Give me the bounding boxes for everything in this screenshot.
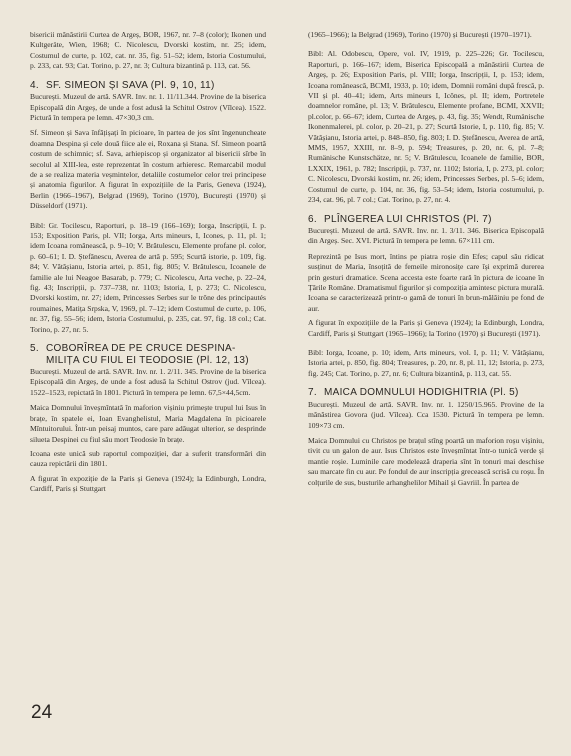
catalog-entry-6 xyxy=(308,214,544,380)
continued-bibliography: bisericii mănăstirii Curtea de Argeș, BOR, 1967, nr. 7–8 (color); Ikonen und Kultgeräte, Wien, 1968; C. Nicolescu, Dvorski kostim, nr. 25; idem, Costumul de curte, p. 102, cat. nr. 35, fig. 51–52; idem, Istoria Costumului, p. 233, cat. 93; Cat. Torino, p. 27, nr. 3; Cultura bizantină p. 113, cat. 56. xyxy=(30,30,266,71)
entry-title xyxy=(30,343,266,366)
entry-description: Maica Domnului înveșmîntată în maforion vișiniu primește trupul lui Isus în brațe, în spatele ei, Ioan Evanghelistul, Maria Magdalena în picioarele Mîntuitorului. Într-un peisaj muntos, care pare adăugat ulterior, se desprinde silueta Despinei cu fiul său mort Teodosie în brațe. xyxy=(30,403,266,444)
catalog-entry-4 xyxy=(30,80,266,335)
entry-number: 6. xyxy=(308,213,317,225)
entry-number: 5. xyxy=(30,343,39,355)
entry-number: 4. xyxy=(30,79,39,91)
entry-title-text: PLÎNGEREA LUI CHRISTOS (Pl. 7) xyxy=(324,213,492,225)
entry-description: Reprezintă pe Isus mort, întins pe piatra roșie din Efes; capul său ridicat susținut de Maria, însoțită de femeile mironosițe care își exprimă durerea prin gesturi dramatice. Scena accesta este foarte rară în pictura de icoane în Țările Române. Dramatismul figurilor și compoziția amintesc pictura murală. Icoana se caracterizează printr-o gamă de tonuri în brun-mălăiniu pe fond de aur. xyxy=(308,251,544,313)
continued-exhibitions: (1965–1966); la Belgrad (1969), Torino (1970) și București (1970–1971). xyxy=(308,30,532,39)
entry-title xyxy=(308,387,544,399)
entry-provenance: București. Muzeul de artă. SAVR. Inv. nr. 1. 2/11. 345. Provine de la biserica Episcopală din Argeș, de unde a fost adusă la Schitul Ostrov (jud. Vîlcea). 1522–1523, repictată în 1801. Pictură în tempera pe lemn. 67,5×44,5cm. xyxy=(30,367,266,397)
page-number: 24 xyxy=(31,702,53,723)
entry-description: Maica Domnului cu Christos pe brațul stîng poartă un maforion roșu vișiniu, tivit cu un galon de aur. Isus Christos este înveșmîntat într-o tunică verde și mantie roșie. Luminile care modelează draperia sînt în tonuri mai deschise sau marcate fin cu aur. Pe fondul de aur inscripția grecească scrisă cu roșu. În colțurile de sus, busturile arhanghelilor Mihail și Gavriil. În partea de xyxy=(308,436,544,487)
entry-title-text: SF. SIMEON ȘI SAVA (Pl. 9, 10, 11) xyxy=(46,79,215,91)
entry-exhibitions: A figurat în expozițiile de la Paris și Geneva (1924); la Edinburgh, Londra, Cardiff, Paris și Stuttgart (1965–1966); la Torino (1970) și București (1971). xyxy=(308,318,544,338)
left-column xyxy=(30,30,266,499)
entry-number: 7. xyxy=(308,387,317,399)
catalog-entry-5 xyxy=(30,343,266,494)
entry-title xyxy=(308,214,544,226)
entry-bibliography: Bibl: Iorga, Icoane, p. 10; idem, Arts mineurs, vol. I, p. 11; V. Vătășianu, Istoria artei, p. 850, fig. 804; Treasures, p. 20, nr. 8, pl. 11, 12; Istoria, p. 273, fig. 245; Cat. Torino, p. 27, nr. 6; Cultura bizantină, p. 113, cat. 55. xyxy=(308,348,544,378)
entry-description: Sf. Simeon și Sava înfățișați în picioare, în partea de jos sînt îngenuncheate doamna Despina și cele două fiice ale ei, Roxana și Stana. Sf. Simeon poartă costum de schimnic; sf. Sava, arhiepiscop și organizator al bisericii sîrbe în secolul al XIII-lea, este reprezentat în costum arhieresc. Remarcabil modul de a se realiza materia veșmintelor, detaliile costumelor celor trei principese și anatomia figurilor. A figurat în expozițiile de la Paris, Geneva (1924), Berlin (1966–1967), Belgrad (1969), Torino (1970), București (1970) și Düsseldorf (1971). xyxy=(30,128,266,211)
entry-title xyxy=(30,80,266,92)
catalog-entry-7 xyxy=(308,387,544,488)
entry-provenance: București. Muzeul de artă. SAVR. Inv. nr. 1. 3/11. 346. Biserica Episcopală din Argeș. Sec. XVI. Pictură în tempera pe lemn. 67×111 cm. xyxy=(308,226,544,246)
entry-title-text: MAICA DOMNULUI HODIGHITRIA (Pl. 5) xyxy=(324,387,519,399)
entry-provenance: București. Muzeul de artă. SAVR. Inv. nr. 1. 11/11.344. Provine de la biserica Episcopală din Argeș, de unde a fost adusă la Schitul Ostrov (Vîlcea). 1522. Pictură în tempera pe lemn. 47×30,3 cm. xyxy=(30,92,266,122)
entry-provenance: București. Muzeul de artă. SAVR. Inv. nr. 1. 1250/15.965. Provine de la mănăstirea Govora (jud. Vîlcea). Cca 1530. Pictură în tempera pe lemn. 109×73 cm. xyxy=(308,399,544,430)
entry-bibliography: Bibl: Gr. Tocilescu, Raporturi, p. 18–19 (166–169); Iorga, Inscripții, I. p. 153; Exposition Paris, pl. VII; Iorga, Arts mineurs, I, Icones, p. 11, pl. 1; idem Icoana românească, p. 9–10; V. Brătulescu, Elemente profane pl. color, p. 60–61; I. D. Ștefănescu, Averea de artă p. 595; Scurtă istorie, p. 109, fig. 84; V. Vătășianu, Istoria artei, p. 851, fig. 805; V. Brătulescu, Icoanele de familie ale lui Neagoe Basarab, p. 779; C. Nicolescu, Arta veche, p. 22–24, fig. 43; Inscripții, p. 737–738, nr. 1103; Istoria, I, p. 273; C. Nicolescu, Dvorski kostim, nr. 27; idem, Princesses Serbes sur le trône des principautés roumaines, Matița Srpska, V, 1969, pl. 7–12; idem Costumul de curte, p. 106, nr. 37, fig. 55–56; idem, Istoria Costumului, p. 235, cat. 97, fig. 18 col.; Cat. Torino, p. 27, nr. 5. xyxy=(30,220,266,334)
entry-description: Icoana este unică sub raportul compoziției, dar a suferit transformări din cauza repictării din 1801. xyxy=(30,448,266,469)
entry-title-text: COBORÎREA DE PE CRUCE DESPINA-MILIȚA CU FIUL EI TEODOSIE (Pl. 12, 13) xyxy=(46,343,249,366)
entry-bibliography: Bibl: Al. Odobescu, Opere, vol. IV, 1919, p. 225–226; Gr. Tocilescu, Raporturi, p. 166–167; idem, Biserica Episcopală a mănăstirii Curtea de Argeș, p. 26; Exposition Paris, pl. VIII; Iorga, Inscripții, I, p. 153; idem, Icoana românească, BCMI, 1933, p. 10; idem, Domnii români după frescă, p. VII și pl. 40–41; idem, Arts mineurs I, Icônes, pl. II; idem, Portretele doamnelor române, pl. 13; V. Brătulescu, Elemente profane, BCMI, XXVII; pl.color, p. 66–67; idem, Curtea de Argeș, p. 43, fig. 35; Wendt, Rumänische Ikonenmalerei, pl. color, p. 20–21, p. 27; Scurtă Istorie, I, p. 110, fig. 85; V. Vătășianu, Istoria artei, p. 848–850, fig. 803; I. D. Ștefănescu, Averea de artă, MMS, 1957, XXIII, nr. 8–9, p. 594; Treasures, p. 20, nr. 6, pl. 7–8; Rumänische Kunstschätze, nr. 5; V. Brătulescu, Icoanele de familie, BOR, LXXIX, 1961, p. 782; Inscripții, p. 737, nr. 1102; Istoria, I, p. 273, pl. color; C. Nicolescu, Dvorski kostim, nr. 26; idem, Princesses Serbes, pl. 5–6; idem, Costumul de curte, p. 104, nr. 36, fig. 53–54; idem, Istoria costumului, p. 234, cat. 96, pl. 7 col.; Cat. Torino, p. 27, nr. 4. xyxy=(308,49,544,205)
right-column xyxy=(308,30,544,492)
entry-exhibitions: A figurat în expoziție de la Paris și Geneva (1924); la Edinburgh, Londra, Cardiff, Paris și Stuttgart xyxy=(30,473,266,494)
